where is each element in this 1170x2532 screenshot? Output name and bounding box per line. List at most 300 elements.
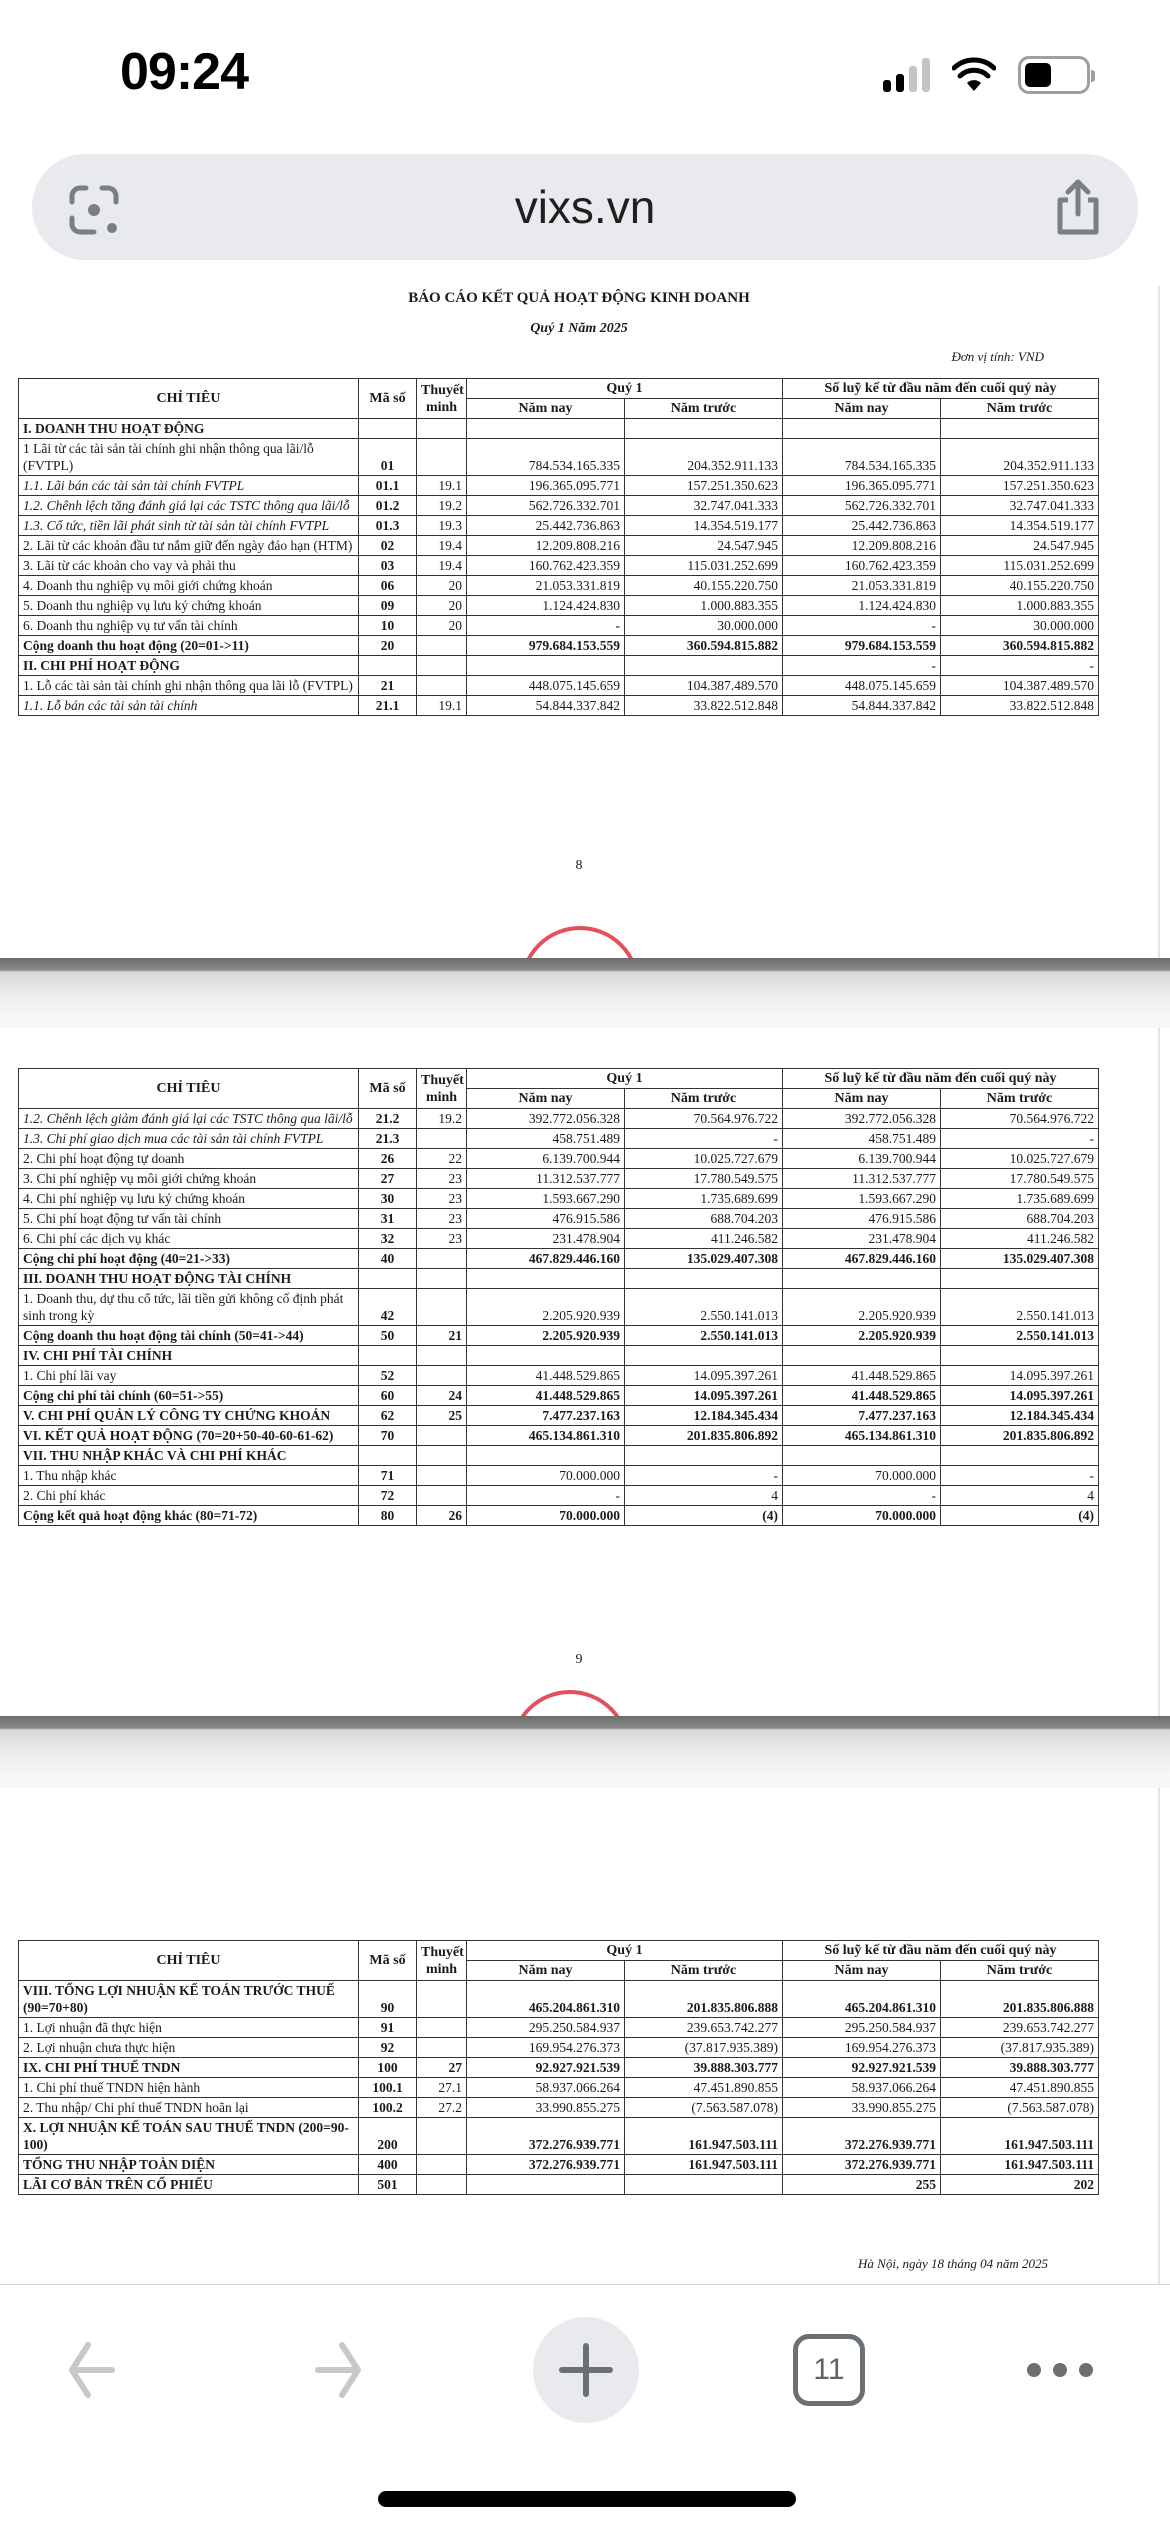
row-label: 1.2. Chênh lệch tăng đánh giá lại các TSTC thông qua lãi/lỗ	[19, 496, 359, 516]
quarter-this-year-value: 465.134.861.310	[467, 1426, 625, 1446]
quarter-this-year-value: 21.053.331.819	[467, 576, 625, 596]
table-row	[19, 1229, 1099, 1249]
row-code: 100.2	[359, 2098, 417, 2118]
quarter-this-year-value	[467, 1269, 625, 1289]
table-row	[19, 2098, 1099, 2118]
row-code: 21.1	[359, 696, 417, 716]
row-note	[417, 676, 467, 696]
quarter-this-year-value	[467, 1346, 625, 1366]
ytd-last-year-value	[941, 1446, 1099, 1466]
quarter-this-year-value: 70.000.000	[467, 1506, 625, 1526]
ytd-this-year-value: 562.726.332.701	[783, 496, 941, 516]
row-code: 21	[359, 676, 417, 696]
row-note: 21	[417, 1326, 467, 1346]
header-q-last-year: Năm trước	[625, 1089, 783, 1109]
table-row	[19, 1366, 1099, 1386]
row-label: III. DOANH THU HOẠT ĐỘNG TÀI CHÍNH	[19, 1269, 359, 1289]
ytd-last-year-value: 10.025.727.679	[941, 1149, 1099, 1169]
ytd-this-year-value: 92.927.921.539	[783, 2058, 941, 2078]
ytd-this-year-value: 70.000.000	[783, 1506, 941, 1526]
ytd-this-year-value: 372.276.939.771	[783, 2155, 941, 2175]
ytd-this-year-value	[783, 1269, 941, 1289]
quarter-this-year-value: 160.762.423.359	[467, 556, 625, 576]
row-code: 71	[359, 1466, 417, 1486]
row-code: 10	[359, 616, 417, 636]
quarter-last-year-value: 24.547.945	[625, 536, 783, 556]
row-label: Cộng kết quả hoạt động khác (80=71-72)	[19, 1506, 359, 1526]
row-label: 6. Chi phí các dịch vụ khác	[19, 1229, 359, 1249]
row-label: TỔNG THU NHẬP TOÀN DIỆN	[19, 2155, 359, 2175]
quarter-last-year-value: (4)	[625, 1506, 783, 1526]
ytd-last-year-value: -	[941, 1129, 1099, 1149]
ytd-this-year-value: 11.312.537.777	[783, 1169, 941, 1189]
row-code: 03	[359, 556, 417, 576]
row-note: 19.4	[417, 556, 467, 576]
ytd-this-year-value: 465.134.861.310	[783, 1426, 941, 1446]
ytd-this-year-value: -	[783, 616, 941, 636]
quarter-this-year-value: 372.276.939.771	[467, 2155, 625, 2175]
row-code	[359, 419, 417, 439]
row-code: 501	[359, 2175, 417, 2195]
ytd-last-year-value: 411.246.582	[941, 1229, 1099, 1249]
row-label: Cộng chi phí tài chính (60=51->55)	[19, 1386, 359, 1406]
income-statement-table-page-10	[18, 1940, 1099, 2195]
row-label: 3. Chi phí nghiệp vụ môi giới chứng khoán	[19, 1169, 359, 1189]
row-note	[417, 1129, 467, 1149]
row-code: 80	[359, 1506, 417, 1526]
quarter-last-year-value: 70.564.976.722	[625, 1109, 783, 1129]
row-note	[417, 1446, 467, 1466]
table-row	[19, 1486, 1099, 1506]
ytd-this-year-value: 7.477.237.163	[783, 1406, 941, 1426]
pdf-page-10	[0, 1788, 1160, 2284]
row-code: 31	[359, 1209, 417, 1229]
quarter-last-year-value: 161.947.503.111	[625, 2118, 783, 2155]
more-menu-button[interactable]	[1010, 2350, 1110, 2390]
header-ytd-this-year: Năm nay	[783, 1961, 941, 1981]
quarter-this-year-value: 12.209.808.216	[467, 536, 625, 556]
ytd-this-year-value: 33.990.855.275	[783, 2098, 941, 2118]
row-label: 1.1. Lãi bán các tài sản tài chính FVTPL	[19, 476, 359, 496]
row-note	[417, 1426, 467, 1446]
row-note: 27	[417, 2058, 467, 2078]
page-number: 8	[575, 858, 583, 873]
ytd-this-year-value: -	[783, 1486, 941, 1506]
quarter-last-year-value: 411.246.582	[625, 1229, 783, 1249]
quarter-this-year-value: 25.442.736.863	[467, 516, 625, 536]
table-row	[19, 1446, 1099, 1466]
row-note: 19.2	[417, 1109, 467, 1129]
row-note	[417, 419, 467, 439]
row-label: VIII. TỔNG LỢI NHUẬN KẾ TOÁN TRƯỚC THUẾ (90=70+80)	[19, 1981, 359, 2018]
quarter-last-year-value	[625, 2175, 783, 2195]
ytd-this-year-value: 41.448.529.865	[783, 1366, 941, 1386]
row-note	[417, 1981, 467, 2018]
row-code: 20	[359, 636, 417, 656]
header-note: Thuyết minh	[417, 379, 467, 419]
quarter-last-year-value: 33.822.512.848	[625, 696, 783, 716]
row-note	[417, 1289, 467, 1326]
header-ytd-last-year: Năm trước	[941, 1089, 1099, 1109]
table-row	[19, 1269, 1099, 1289]
quarter-last-year-value: 14.095.397.261	[625, 1366, 783, 1386]
table-row	[19, 1346, 1099, 1366]
row-note: 20	[417, 616, 467, 636]
ytd-last-year-value: 17.780.549.575	[941, 1169, 1099, 1189]
row-label: 1. Thu nhập khác	[19, 1466, 359, 1486]
google-lens-icon[interactable]	[66, 182, 122, 238]
row-label: 2. Lợi nhuận chưa thực hiện	[19, 2038, 359, 2058]
row-code: 60	[359, 1386, 417, 1406]
ytd-this-year-value: 41.448.529.865	[783, 1386, 941, 1406]
table-row	[19, 696, 1099, 716]
ytd-this-year-value: 784.534.165.335	[783, 439, 941, 476]
table-row	[19, 1209, 1099, 1229]
quarter-last-year-value: 204.352.911.133	[625, 439, 783, 476]
row-code: 06	[359, 576, 417, 596]
table-row	[19, 2018, 1099, 2038]
table-row	[19, 596, 1099, 616]
row-note: 23	[417, 1209, 467, 1229]
ytd-this-year-value: 6.139.700.944	[783, 1149, 941, 1169]
report-period: Quý 1 Năm 2025	[530, 321, 628, 336]
row-note: 19.1	[417, 696, 467, 716]
row-label: 4. Chi phí nghiệp vụ lưu ký chứng khoán	[19, 1189, 359, 1209]
quarter-this-year-value: -	[467, 1486, 625, 1506]
ytd-last-year-value: 14.354.519.177	[941, 516, 1099, 536]
ytd-this-year-value: 979.684.153.559	[783, 636, 941, 656]
quarter-last-year-value: -	[625, 1129, 783, 1149]
ytd-this-year-value: 295.250.584.937	[783, 2018, 941, 2038]
ytd-last-year-value: 161.947.503.111	[941, 2118, 1099, 2155]
row-code: 92	[359, 2038, 417, 2058]
row-code: 52	[359, 1366, 417, 1386]
quarter-last-year-value: 360.594.815.882	[625, 636, 783, 656]
row-label: Cộng chi phí hoạt động (40=21->33)	[19, 1249, 359, 1269]
ytd-last-year-value: 201.835.806.892	[941, 1426, 1099, 1446]
ytd-this-year-value: 21.053.331.819	[783, 576, 941, 596]
ytd-last-year-value: 2.550.141.013	[941, 1289, 1099, 1326]
quarter-this-year-value: 465.204.861.310	[467, 1981, 625, 2018]
quarter-last-year-value: 30.000.000	[625, 616, 783, 636]
row-note: 22	[417, 1149, 467, 1169]
ytd-this-year-value: 54.844.337.842	[783, 696, 941, 716]
row-note	[417, 439, 467, 476]
ytd-last-year-value: -	[941, 1466, 1099, 1486]
quarter-this-year-value: -	[467, 616, 625, 636]
row-code: 27	[359, 1169, 417, 1189]
quarter-last-year-value: 157.251.350.623	[625, 476, 783, 496]
arrow-right-icon	[300, 2335, 370, 2405]
header-ytd-last-year: Năm trước	[941, 399, 1099, 419]
quarter-last-year-value: 104.387.489.570	[625, 676, 783, 696]
quarter-last-year-value: 2.550.141.013	[625, 1326, 783, 1346]
ytd-last-year-value: 239.653.742.277	[941, 2018, 1099, 2038]
table-row	[19, 516, 1099, 536]
pdf-page-8	[0, 286, 1160, 958]
header-q-this-year: Năm nay	[467, 399, 625, 419]
quarter-last-year-value: 201.835.806.892	[625, 1426, 783, 1446]
ytd-this-year-value: 70.000.000	[783, 1466, 941, 1486]
row-code: 21.2	[359, 1109, 417, 1129]
quarter-last-year-value: 239.653.742.277	[625, 2018, 783, 2038]
row-code: 400	[359, 2155, 417, 2175]
ytd-this-year-value: 476.915.586	[783, 1209, 941, 1229]
quarter-this-year-value: 231.478.904	[467, 1229, 625, 1249]
table-row	[19, 1189, 1099, 1209]
table-row	[19, 1109, 1099, 1129]
row-note: 20	[417, 596, 467, 616]
ytd-last-year-value: 2.550.141.013	[941, 1326, 1099, 1346]
row-code: 42	[359, 1289, 417, 1326]
ytd-last-year-value: 14.095.397.261	[941, 1386, 1099, 1406]
row-code: 100.1	[359, 2078, 417, 2098]
table-row	[19, 1981, 1099, 2018]
ellipsis-dot-icon	[1053, 2363, 1067, 2377]
row-note: 23	[417, 1169, 467, 1189]
row-code: 09	[359, 596, 417, 616]
row-label: 1.3. Cổ tức, tiền lãi phát sinh từ tài sản tài chính FVTPL	[19, 516, 359, 536]
row-code: 01.3	[359, 516, 417, 536]
row-note: 23	[417, 1189, 467, 1209]
table-row	[19, 1426, 1099, 1446]
quarter-this-year-value: 33.990.855.275	[467, 2098, 625, 2118]
ytd-last-year-value: 161.947.503.111	[941, 2155, 1099, 2175]
battery-icon	[1018, 56, 1090, 94]
ytd-last-year-value: 201.835.806.888	[941, 1981, 1099, 2018]
ytd-last-year-value: 1.735.689.699	[941, 1189, 1099, 1209]
header-quarter: Quý 1	[467, 379, 783, 399]
quarter-last-year-value: 14.354.519.177	[625, 516, 783, 536]
page-separator	[0, 1716, 1170, 1788]
quarter-this-year-value: 41.448.529.865	[467, 1366, 625, 1386]
ytd-last-year-value	[941, 1269, 1099, 1289]
table-row	[19, 419, 1099, 439]
quarter-this-year-value: 6.139.700.944	[467, 1149, 625, 1169]
quarter-last-year-value	[625, 1269, 783, 1289]
table-row	[19, 1506, 1099, 1526]
header-code: Mã số	[359, 1941, 417, 1981]
ytd-this-year-value: 2.205.920.939	[783, 1289, 941, 1326]
page-number: 9	[575, 1652, 583, 1667]
ytd-last-year-value: 12.184.345.434	[941, 1406, 1099, 1426]
new-tab-button[interactable]	[533, 2317, 639, 2423]
currency-unit: Đơn vị tính: VND	[951, 349, 1044, 364]
pdf-page-9	[0, 1028, 1160, 1716]
table-row	[19, 1386, 1099, 1406]
table-row	[19, 1289, 1099, 1326]
quarter-last-year-value: 4	[625, 1486, 783, 1506]
quarter-this-year-value	[467, 1446, 625, 1466]
ellipsis-dot-icon	[1027, 2363, 1041, 2377]
row-code: 200	[359, 2118, 417, 2155]
ytd-last-year-value: 33.822.512.848	[941, 696, 1099, 716]
quarter-this-year-value: 7.477.237.163	[467, 1406, 625, 1426]
ytd-last-year-value: 47.451.890.855	[941, 2078, 1099, 2098]
ytd-last-year-value: 4	[941, 1486, 1099, 1506]
row-note	[417, 1366, 467, 1386]
row-note	[417, 2175, 467, 2195]
quarter-this-year-value: 467.829.446.160	[467, 1249, 625, 1269]
table-row	[19, 1326, 1099, 1346]
table-row	[19, 2155, 1099, 2175]
header-note: Thuyết minh	[417, 1069, 467, 1109]
quarter-this-year-value	[467, 2175, 625, 2195]
table-row	[19, 439, 1099, 476]
quarter-this-year-value: 41.448.529.865	[467, 1386, 625, 1406]
row-code: 32	[359, 1229, 417, 1249]
row-label: 1.1. Lỗ bán các tài sản tài chính	[19, 696, 359, 716]
ytd-this-year-value: 372.276.939.771	[783, 2118, 941, 2155]
row-label: 1 Lãi từ các tài sản tài chính ghi nhận thông qua lãi/lỗ (FVTPL)	[19, 439, 359, 476]
row-code: 40	[359, 1249, 417, 1269]
header-ytd-this-year: Năm nay	[783, 1089, 941, 1109]
quarter-this-year-value: 92.927.921.539	[467, 2058, 625, 2078]
table-row	[19, 536, 1099, 556]
row-label: IV. CHI PHÍ TÀI CHÍNH	[19, 1346, 359, 1366]
tab-switcher-button[interactable]	[793, 2334, 865, 2406]
row-note	[417, 2118, 467, 2155]
row-note: 27.1	[417, 2078, 467, 2098]
ytd-last-year-value	[941, 419, 1099, 439]
share-icon[interactable]	[1052, 178, 1104, 238]
back-button[interactable]	[50, 2325, 140, 2415]
ytd-last-year-value: 115.031.252.699	[941, 556, 1099, 576]
ytd-last-year-value: 104.387.489.570	[941, 676, 1099, 696]
table-row	[19, 2175, 1099, 2195]
quarter-last-year-value: 688.704.203	[625, 1209, 783, 1229]
ytd-this-year-value	[783, 1446, 941, 1466]
row-note: 24	[417, 1386, 467, 1406]
ytd-last-year-value: -	[941, 656, 1099, 676]
table-row	[19, 616, 1099, 636]
quarter-last-year-value: 10.025.727.679	[625, 1149, 783, 1169]
row-note	[417, 1466, 467, 1486]
row-label: VII. THU NHẬP KHÁC VÀ CHI PHÍ KHÁC	[19, 1446, 359, 1466]
ytd-last-year-value: 688.704.203	[941, 1209, 1099, 1229]
row-label: 5. Chi phí hoạt động tư vấn tài chính	[19, 1209, 359, 1229]
row-code: 02	[359, 536, 417, 556]
quarter-this-year-value: 295.250.584.937	[467, 2018, 625, 2038]
forward-button[interactable]	[290, 2325, 380, 2415]
quarter-last-year-value: (37.817.935.389)	[625, 2038, 783, 2058]
signature-place-date: Hà Nội, ngày 18 tháng 04 năm 2025	[858, 2256, 1048, 2271]
quarter-last-year-value: 201.835.806.888	[625, 1981, 783, 2018]
row-label: 1. Lỗ các tài sản tài chính ghi nhận thông qua lãi lỗ (FVTPL)	[19, 676, 359, 696]
header-ytd: Số luỹ kế từ đầu năm đến cuối quý này	[783, 1069, 1099, 1089]
tab-count: 11	[813, 2353, 845, 2386]
quarter-this-year-value: 458.751.489	[467, 1129, 625, 1149]
row-label: 1.3. Chi phí giao dịch mua các tài sản tài chính FVTPL	[19, 1129, 359, 1149]
header-code: Mã số	[359, 1069, 417, 1109]
row-label: 4. Doanh thu nghiệp vụ môi giới chứng khoán	[19, 576, 359, 596]
quarter-last-year-value: 40.155.220.750	[625, 576, 783, 596]
quarter-this-year-value: 2.205.920.939	[467, 1326, 625, 1346]
pdf-viewer[interactable]	[0, 286, 1170, 2284]
quarter-last-year-value: 12.184.345.434	[625, 1406, 783, 1426]
row-note: 26	[417, 1506, 467, 1526]
table-row	[19, 556, 1099, 576]
ytd-this-year-value: 160.762.423.359	[783, 556, 941, 576]
home-indicator[interactable]	[378, 2491, 796, 2507]
ytd-this-year-value	[783, 419, 941, 439]
ytd-this-year-value: 1.124.424.830	[783, 596, 941, 616]
row-label: 2. Lãi từ các khoản đầu tư nắm giữ đến ngày đáo hạn (HTM)	[19, 536, 359, 556]
wifi-icon	[952, 57, 996, 93]
quarter-last-year-value: 135.029.407.308	[625, 1249, 783, 1269]
row-code	[359, 1269, 417, 1289]
quarter-this-year-value: 58.937.066.264	[467, 2078, 625, 2098]
row-code: 26	[359, 1149, 417, 1169]
quarter-last-year-value: 32.747.041.333	[625, 496, 783, 516]
header-q-this-year: Năm nay	[467, 1961, 625, 1981]
row-note	[417, 1269, 467, 1289]
quarter-this-year-value: 54.844.337.842	[467, 696, 625, 716]
row-code: 100	[359, 2058, 417, 2078]
row-label: VI. KẾT QUẢ HOẠT ĐỘNG (70=20+50-40-60-61-62)	[19, 1426, 359, 1446]
row-note: 19.2	[417, 496, 467, 516]
quarter-last-year-value	[625, 1346, 783, 1366]
quarter-last-year-value: 17.780.549.575	[625, 1169, 783, 1189]
row-label: 1.2. Chênh lệch giảm đánh giá lại các TSTC thông qua lãi/lỗ	[19, 1109, 359, 1129]
ytd-this-year-value: 458.751.489	[783, 1129, 941, 1149]
row-label: 1. Chi phí lãi vay	[19, 1366, 359, 1386]
row-label: 2. Thu nhập/ Chi phí thuế TNDN hoãn lại	[19, 2098, 359, 2118]
page-separator	[0, 958, 1170, 1028]
row-label: 2. Chi phí hoạt động tự doanh	[19, 1149, 359, 1169]
url-bar[interactable]	[32, 154, 1138, 260]
ytd-last-year-value: 14.095.397.261	[941, 1366, 1099, 1386]
report-title: BÁO CÁO KẾT QUẢ HOẠT ĐỘNG KINH DOANH	[408, 290, 750, 306]
header-code: Mã số	[359, 379, 417, 419]
row-code: 91	[359, 2018, 417, 2038]
plus-icon	[556, 2340, 616, 2400]
quarter-this-year-value	[467, 656, 625, 676]
row-label: 6. Doanh thu nghiệp vụ tư vấn tài chính	[19, 616, 359, 636]
table-row	[19, 636, 1099, 656]
table-row	[19, 1466, 1099, 1486]
status-bar	[0, 0, 1170, 140]
url-text[interactable]: vixs.vn	[514, 181, 656, 233]
ytd-this-year-value: 255	[783, 2175, 941, 2195]
header-quarter: Quý 1	[467, 1069, 783, 1089]
ytd-last-year-value: 70.564.976.722	[941, 1109, 1099, 1129]
row-note	[417, 1486, 467, 1506]
header-q-this-year: Năm nay	[467, 1089, 625, 1109]
quarter-this-year-value	[467, 419, 625, 439]
income-statement-table-page-9	[18, 1068, 1099, 1526]
header-ytd: Số luỹ kế từ đầu năm đến cuối quý này	[783, 1941, 1099, 1961]
ytd-last-year-value: 1.000.883.355	[941, 596, 1099, 616]
row-note: 25	[417, 1406, 467, 1426]
quarter-last-year-value: 14.095.397.261	[625, 1386, 783, 1406]
ytd-this-year-value: 448.075.145.659	[783, 676, 941, 696]
row-note	[417, 2018, 467, 2038]
table-row	[19, 2058, 1099, 2078]
table-row	[19, 1406, 1099, 1426]
quarter-this-year-value: 196.365.095.771	[467, 476, 625, 496]
quarter-last-year-value: 47.451.890.855	[625, 2078, 783, 2098]
row-code	[359, 656, 417, 676]
quarter-this-year-value: 979.684.153.559	[467, 636, 625, 656]
ytd-last-year-value: 135.029.407.308	[941, 1249, 1099, 1269]
ytd-last-year-value: 202	[941, 2175, 1099, 2195]
row-code: 62	[359, 1406, 417, 1426]
row-code: 30	[359, 1189, 417, 1209]
row-code: 50	[359, 1326, 417, 1346]
quarter-this-year-value: 448.075.145.659	[467, 676, 625, 696]
header-q-last-year: Năm trước	[625, 1961, 783, 1981]
